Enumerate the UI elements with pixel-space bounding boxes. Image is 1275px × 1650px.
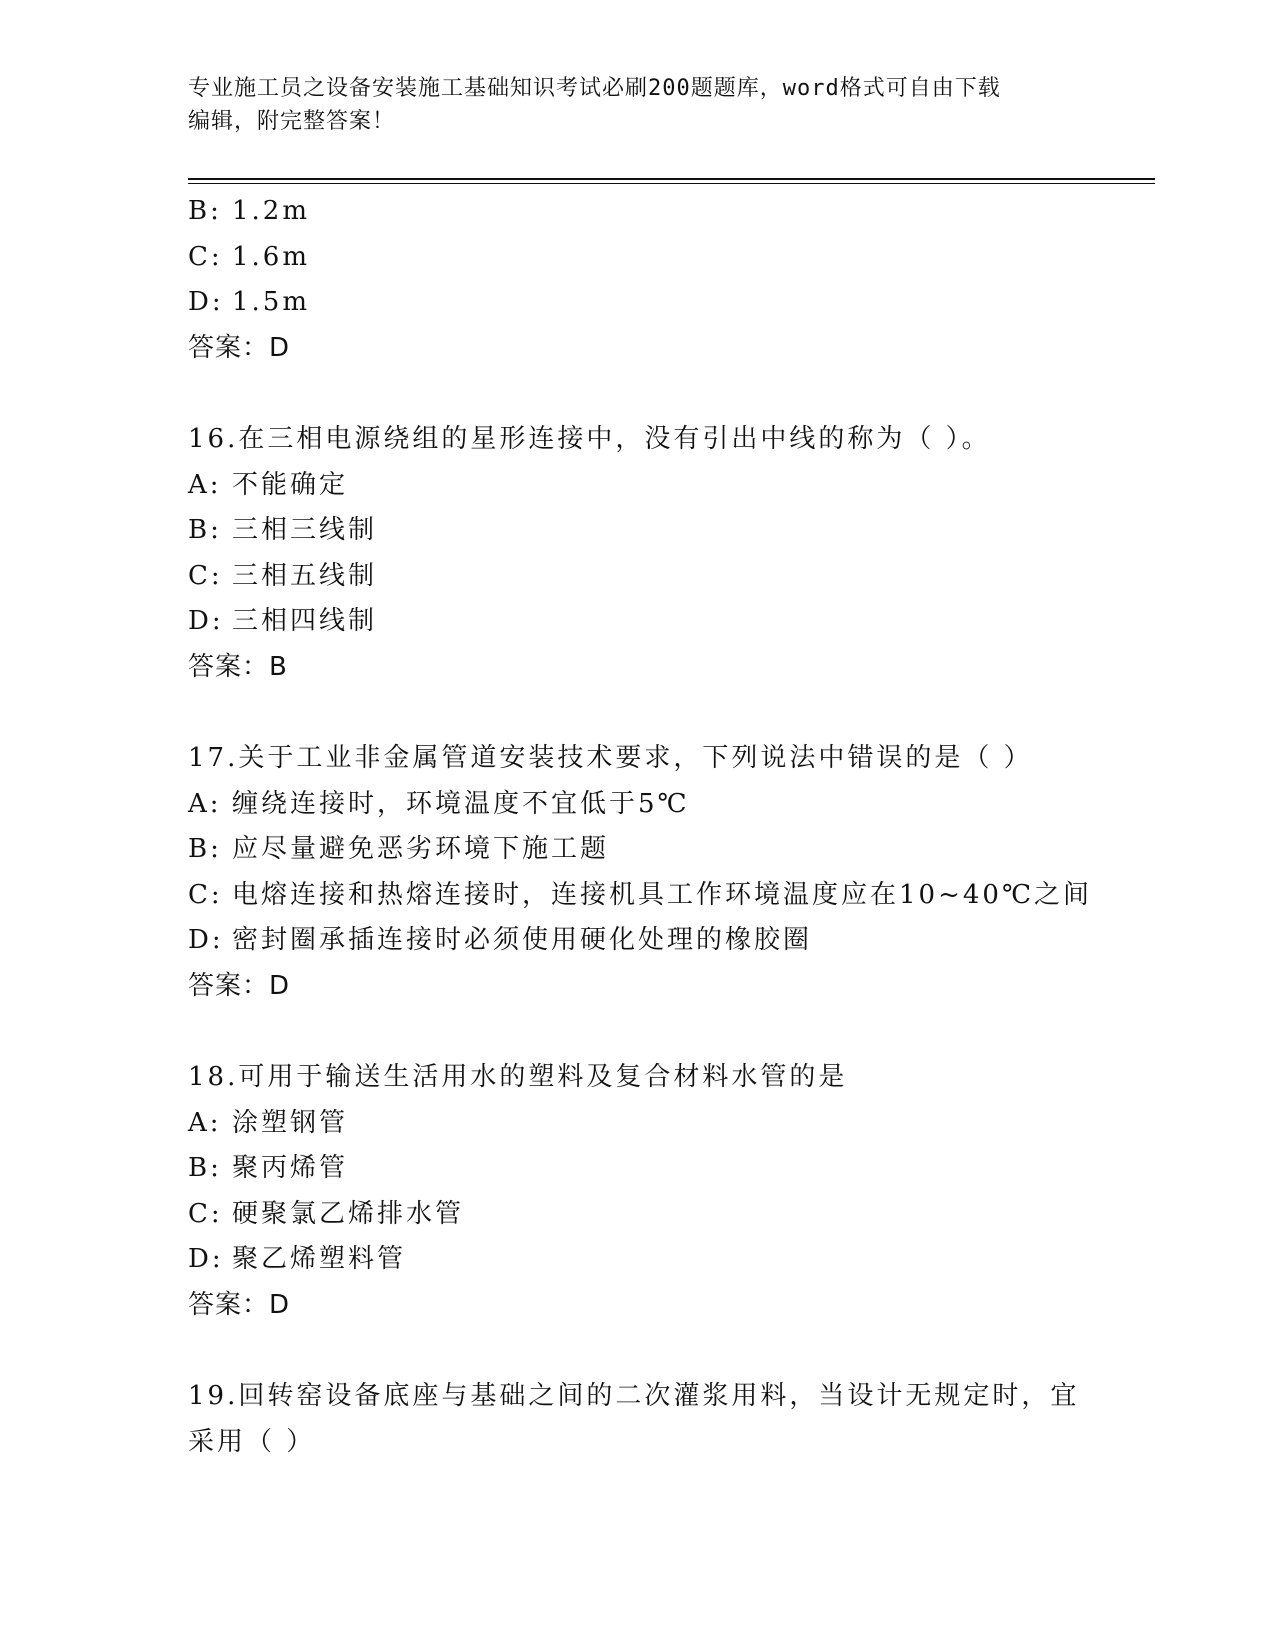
question-17	[188, 736, 1093, 1009]
question-list	[188, 189, 1093, 1465]
option-c: C: 硬聚氯乙烯排水管	[188, 1198, 465, 1229]
option-d: D: 1.5m	[188, 287, 311, 317]
header-divider-thick	[188, 178, 1155, 180]
document-header	[188, 72, 1088, 138]
option-c: C: 电熔连接和热熔连接时，连接机具工作环境温度应在10~40℃之间	[188, 879, 1093, 910]
header-divider-thin	[188, 183, 1155, 184]
question-19	[188, 1374, 1088, 1465]
option-b: B: 三相三线制	[188, 515, 378, 545]
question-stem: 16.在三相电源绕组的星形连接中，没有引出中线的称为（ ）。	[188, 424, 991, 454]
option-d: D: 三相四线制	[188, 606, 378, 636]
answer: 答案：D	[188, 332, 291, 363]
option-b: B: 应尽量避免恶劣环境下施工题	[188, 834, 610, 864]
option-c: C: 1.6m	[188, 241, 311, 272]
option-a: A: 涂塑钢管	[188, 1107, 349, 1138]
answer: 答案：D	[188, 970, 291, 1001]
option-d: D: 聚乙烯塑料管	[188, 1244, 407, 1274]
option-b: B: 聚丙烯管	[188, 1153, 349, 1183]
question-16	[188, 417, 1088, 690]
answer: 答案：D	[188, 1289, 291, 1320]
question-18	[188, 1055, 1088, 1328]
question-stem: 18.可用于输送生活用水的塑料及复合材料水管的是	[188, 1062, 848, 1092]
option-b: B: 1.2m	[188, 196, 311, 226]
option-a: A: 缠绕连接时，环境温度不宜低于5℃	[188, 788, 690, 819]
question-stem-line-1: 19.回转窑设备底座与基础之间的二次灌浆用料，当设计无规定时，宜	[188, 1381, 1080, 1411]
question-stem-line-2: 采用（ ）	[188, 1426, 316, 1457]
question-stem: 17.关于工业非金属管道安装技术要求，下列说法中错误的是（ ）	[188, 743, 1033, 773]
answer: 答案：B	[188, 651, 288, 682]
question-15	[188, 189, 1088, 371]
option-c: C: 三相五线制	[188, 560, 378, 591]
header-title-line-1: 专业施工员之设备安装施工基础知识考试必刷200题题库，word格式可自由下载	[188, 76, 1001, 101]
option-a: A: 不能确定	[188, 469, 349, 500]
option-d: D: 密封圈承插连接时必须使用硬化处理的橡胶圈	[188, 925, 813, 955]
header-title-line-2: 编辑，附完整答案！	[188, 109, 396, 134]
